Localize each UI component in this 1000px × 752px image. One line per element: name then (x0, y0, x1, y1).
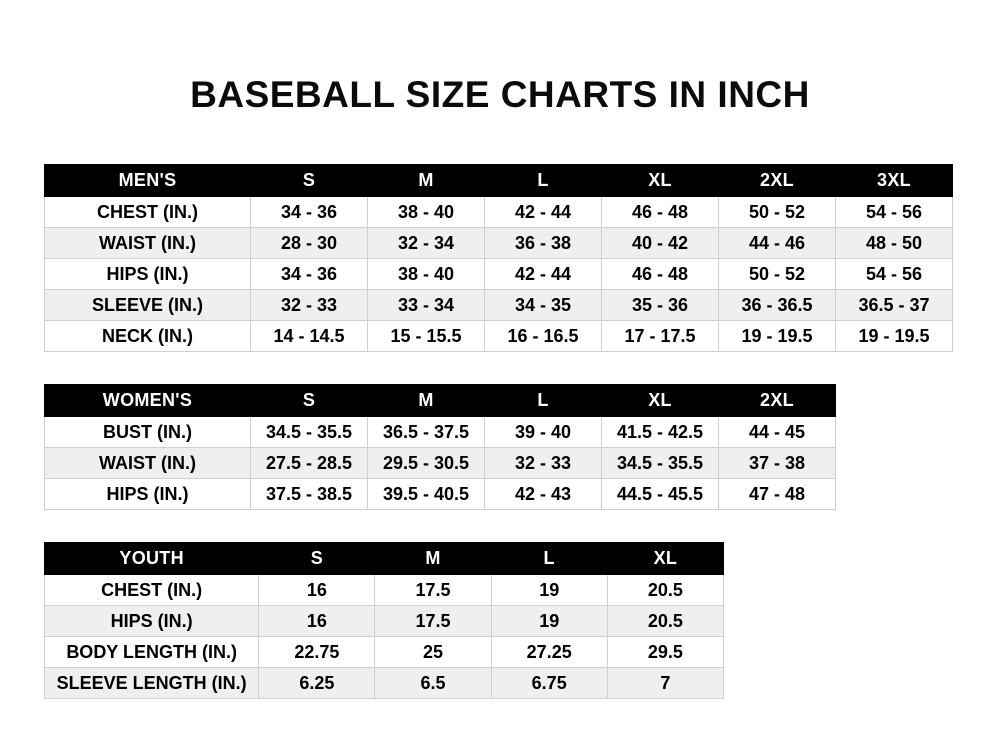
womens-header-m: M (368, 385, 485, 417)
cell-value: 6.5 (375, 668, 491, 699)
cell-value: 40 - 42 (602, 228, 719, 259)
size-charts-container (0, 164, 1000, 699)
youth-table-body (45, 575, 724, 699)
mens-table-body (45, 197, 953, 352)
cell-value: 50 - 52 (719, 259, 836, 290)
cell-value: 17.5 (375, 575, 491, 606)
cell-value: 15 - 15.5 (368, 321, 485, 352)
youth-header-s: S (259, 543, 375, 575)
cell-value: 46 - 48 (602, 259, 719, 290)
cell-value: 6.25 (259, 668, 375, 699)
table-row (45, 637, 724, 668)
womens-size-table (44, 384, 836, 510)
womens-table-body (45, 417, 836, 510)
row-label: BODY LENGTH (IN.) (45, 637, 259, 668)
row-label: HIPS (IN.) (45, 259, 251, 290)
table-row (45, 668, 724, 699)
cell-value: 42 - 44 (485, 197, 602, 228)
cell-value: 34.5 - 35.5 (251, 417, 368, 448)
row-label: SLEEVE (IN.) (45, 290, 251, 321)
row-label: CHEST (IN.) (45, 575, 259, 606)
cell-value: 17.5 (375, 606, 491, 637)
cell-value: 34 - 36 (251, 197, 368, 228)
table-row (45, 228, 953, 259)
cell-value: 29.5 - 30.5 (368, 448, 485, 479)
cell-value: 20.5 (607, 606, 723, 637)
cell-value: 38 - 40 (368, 197, 485, 228)
table-row (45, 197, 953, 228)
mens-table-header (45, 165, 953, 197)
cell-value: 19 (491, 575, 607, 606)
cell-value: 47 - 48 (719, 479, 836, 510)
cell-value: 41.5 - 42.5 (602, 417, 719, 448)
cell-value: 50 - 52 (719, 197, 836, 228)
womens-header-l: L (485, 385, 602, 417)
mens-header-m: M (368, 165, 485, 197)
cell-value: 16 (259, 606, 375, 637)
cell-value: 36.5 - 37.5 (368, 417, 485, 448)
table-header-row (45, 165, 953, 197)
mens-header-s: S (251, 165, 368, 197)
table-row (45, 259, 953, 290)
womens-table-header (45, 385, 836, 417)
cell-value: 38 - 40 (368, 259, 485, 290)
row-label: WAIST (IN.) (45, 448, 251, 479)
cell-value: 35 - 36 (602, 290, 719, 321)
cell-value: 37 - 38 (719, 448, 836, 479)
table-row (45, 448, 836, 479)
table-row (45, 321, 953, 352)
table-row (45, 606, 724, 637)
cell-value: 28 - 30 (251, 228, 368, 259)
row-label: SLEEVE LENGTH (IN.) (45, 668, 259, 699)
cell-value: 32 - 33 (251, 290, 368, 321)
mens-size-table (44, 164, 953, 352)
cell-value: 34 - 36 (251, 259, 368, 290)
row-label: HIPS (IN.) (45, 479, 251, 510)
cell-value: 34.5 - 35.5 (602, 448, 719, 479)
table-header-row (45, 543, 724, 575)
cell-value: 14 - 14.5 (251, 321, 368, 352)
mens-header-category: MEN'S (45, 165, 251, 197)
cell-value: 6.75 (491, 668, 607, 699)
cell-value: 34 - 35 (485, 290, 602, 321)
youth-header-category: YOUTH (45, 543, 259, 575)
row-label: NECK (IN.) (45, 321, 251, 352)
cell-value: 33 - 34 (368, 290, 485, 321)
youth-header-xl: XL (607, 543, 723, 575)
table-row (45, 479, 836, 510)
cell-value: 16 (259, 575, 375, 606)
cell-value: 54 - 56 (836, 197, 953, 228)
table-row (45, 290, 953, 321)
cell-value: 19 (491, 606, 607, 637)
table-row (45, 417, 836, 448)
cell-value: 19 - 19.5 (836, 321, 953, 352)
cell-value: 29.5 (607, 637, 723, 668)
cell-value: 7 (607, 668, 723, 699)
womens-header-xl: XL (602, 385, 719, 417)
cell-value: 27.25 (491, 637, 607, 668)
cell-value: 36 - 36.5 (719, 290, 836, 321)
cell-value: 27.5 - 28.5 (251, 448, 368, 479)
cell-value: 32 - 33 (485, 448, 602, 479)
cell-value: 17 - 17.5 (602, 321, 719, 352)
cell-value: 22.75 (259, 637, 375, 668)
row-label: HIPS (IN.) (45, 606, 259, 637)
table-header-row (45, 385, 836, 417)
cell-value: 44.5 - 45.5 (602, 479, 719, 510)
page-title: BASEBALL SIZE CHARTS IN INCH (190, 74, 810, 115)
cell-value: 42 - 43 (485, 479, 602, 510)
womens-header-category: WOMEN'S (45, 385, 251, 417)
cell-value: 46 - 48 (602, 197, 719, 228)
cell-value: 36 - 38 (485, 228, 602, 259)
cell-value: 32 - 34 (368, 228, 485, 259)
womens-header-2xl: 2XL (719, 385, 836, 417)
cell-value: 36.5 - 37 (836, 290, 953, 321)
cell-value: 44 - 45 (719, 417, 836, 448)
cell-value: 54 - 56 (836, 259, 953, 290)
row-label: WAIST (IN.) (45, 228, 251, 259)
mens-header-2xl: 2XL (719, 165, 836, 197)
cell-value: 39 - 40 (485, 417, 602, 448)
youth-table-header (45, 543, 724, 575)
row-label: CHEST (IN.) (45, 197, 251, 228)
youth-header-m: M (375, 543, 491, 575)
table-row (45, 575, 724, 606)
cell-value: 42 - 44 (485, 259, 602, 290)
cell-value: 16 - 16.5 (485, 321, 602, 352)
mens-header-xl: XL (602, 165, 719, 197)
mens-header-3xl: 3XL (836, 165, 953, 197)
cell-value: 48 - 50 (836, 228, 953, 259)
youth-size-table (44, 542, 724, 699)
womens-header-s: S (251, 385, 368, 417)
cell-value: 37.5 - 38.5 (251, 479, 368, 510)
cell-value: 25 (375, 637, 491, 668)
cell-value: 19 - 19.5 (719, 321, 836, 352)
youth-header-l: L (491, 543, 607, 575)
cell-value: 44 - 46 (719, 228, 836, 259)
cell-value: 20.5 (607, 575, 723, 606)
cell-value: 39.5 - 40.5 (368, 479, 485, 510)
mens-header-l: L (485, 165, 602, 197)
row-label: BUST (IN.) (45, 417, 251, 448)
